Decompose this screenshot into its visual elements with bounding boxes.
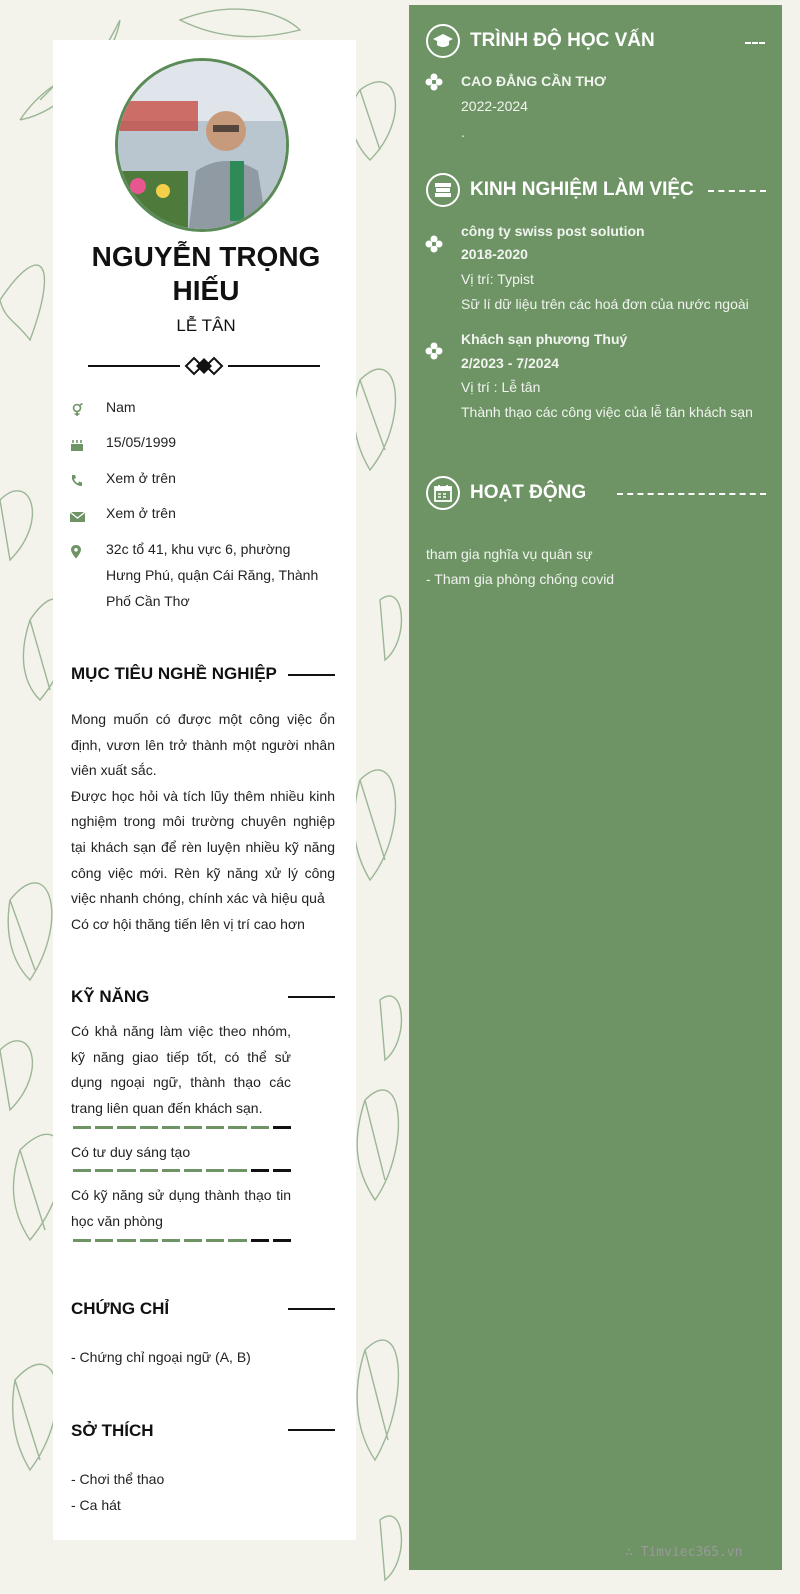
activities-heading-dashes bbox=[617, 493, 766, 495]
email-icon bbox=[70, 500, 106, 531]
job-2-position: Vị trí : Lễ tân bbox=[461, 379, 541, 395]
skill-level-dash bbox=[273, 1126, 291, 1129]
skill-level-dash bbox=[184, 1169, 202, 1172]
activity-item: - Tham gia phòng chống covid bbox=[426, 571, 615, 587]
job-1-company: công ty swiss post solution bbox=[461, 223, 645, 239]
skills-heading-line bbox=[288, 996, 335, 998]
job-2-description: Thành thạo các công việc của lễ tân khách sạn bbox=[461, 404, 753, 420]
flower-bullet-icon bbox=[424, 72, 444, 92]
activities-heading: HOẠT ĐỘNG bbox=[470, 482, 587, 503]
address-text: 32c tổ 41, khu vực 6, phường Hưng Phú, quận Cái Răng, Thành Phố Cần Thơ bbox=[106, 541, 319, 609]
objective-heading: MỤC TIÊU NGHỀ NGHIỆP bbox=[71, 664, 277, 683]
phone-text: Xem ở trên bbox=[106, 470, 176, 486]
job-1-description: Sữ lí dữ liệu trên các hoá đơn của nước ngoài bbox=[461, 296, 749, 312]
certificates-heading-line bbox=[288, 1308, 335, 1310]
skill-2-level-bar bbox=[73, 1169, 291, 1173]
education-school: CAO ĐẲNG CẦN THƠ bbox=[461, 73, 606, 89]
job-1-position: Vị trí: Typist bbox=[461, 271, 534, 287]
experience-heading: KINH NGHIỆM LÀM VIỆC bbox=[470, 179, 694, 200]
education-note: . bbox=[461, 124, 465, 140]
skill-level-dash bbox=[73, 1239, 91, 1242]
phone-icon bbox=[70, 465, 106, 496]
flower-bullet-icon bbox=[424, 234, 444, 254]
skill-3-text: Có kỹ năng sử dụng thành thạo tin học văn phòng bbox=[71, 1187, 291, 1229]
skill-level-dash bbox=[117, 1239, 135, 1242]
objective-line: Được học hỏi và tích lũy thêm nhiều kinh nghiệm trong môi trường chuyên nghiệp tại khách sạn để rèn luyện nhiều kỹ năng công việc mới. Rèn kỹ năng xử lý công việc nhanh chóng, chính xác và hiệu quả bbox=[71, 787, 335, 907]
profile-photo bbox=[115, 58, 289, 232]
skill-level-dash bbox=[251, 1126, 269, 1129]
skill-1-level-bar bbox=[73, 1126, 291, 1130]
objective-heading-line bbox=[288, 674, 335, 676]
birthday-cake-icon bbox=[70, 429, 106, 460]
skills-heading: KỸ NĂNG bbox=[71, 987, 150, 1006]
flower-bullet-icon bbox=[424, 341, 444, 361]
birthday-text: 15/05/1999 bbox=[106, 434, 177, 450]
info-email bbox=[70, 500, 326, 531]
objective-line: Có cơ hội thăng tiến lên vị trí cao hơn bbox=[71, 915, 305, 932]
skill-level-dash bbox=[206, 1126, 224, 1129]
skill-level-dash bbox=[162, 1126, 180, 1129]
hobby-item: - Chơi thể thao bbox=[71, 1471, 165, 1487]
skill-level-dash bbox=[140, 1126, 158, 1129]
hobbies-text bbox=[71, 1467, 335, 1518]
skill-level-dash bbox=[251, 1169, 269, 1172]
location-icon bbox=[70, 536, 106, 614]
skill-level-dash bbox=[184, 1239, 202, 1242]
skill-level-dash bbox=[206, 1169, 224, 1172]
education-period: 2022-2024 bbox=[461, 98, 528, 114]
activity-item: tham gia nghĩa vụ quân sự bbox=[426, 546, 593, 562]
skill-level-dash bbox=[117, 1126, 135, 1129]
skill-level-dash bbox=[228, 1126, 246, 1129]
skill-level-dash bbox=[140, 1239, 158, 1242]
info-gender bbox=[70, 394, 326, 425]
education-header bbox=[426, 24, 655, 58]
stacked-books-icon bbox=[426, 173, 460, 207]
skill-level-dash bbox=[228, 1169, 246, 1172]
job-2-company: Khách sạn phương Thuý bbox=[461, 331, 628, 347]
candidate-name: NGUYỄN TRỌNG HIẾU bbox=[91, 241, 321, 306]
gender-text: Nam bbox=[106, 399, 136, 415]
skill-1-text: Có khả năng làm việc theo nhóm, kỹ năng giao tiếp tốt, có thể sử dụng ngoại ngữ, thành thạo các trang liên quan đến khách sạn. bbox=[71, 1023, 291, 1116]
skill-level-dash bbox=[73, 1126, 91, 1129]
hobby-item: - Ca hát bbox=[71, 1496, 121, 1513]
activities-text bbox=[426, 542, 614, 592]
watermark: ∴ Timviec365.vn bbox=[625, 1545, 743, 1560]
skill-level-dash bbox=[95, 1239, 113, 1242]
hobbies-heading: SỞ THÍCH bbox=[71, 1421, 154, 1440]
skill-level-dash bbox=[228, 1239, 246, 1242]
certificates-text: - Chứng chỉ ngoại ngữ (A, B) bbox=[71, 1349, 251, 1365]
certificates-heading: CHỨNG CHỈ bbox=[71, 1299, 170, 1318]
name-divider bbox=[88, 354, 320, 378]
email-text: Xem ở trên bbox=[106, 505, 176, 521]
skill-level-dash bbox=[184, 1126, 202, 1129]
gender-icon bbox=[70, 394, 106, 425]
skill-level-dash bbox=[162, 1239, 180, 1242]
activities-header bbox=[426, 476, 586, 510]
skill-3-level-bar bbox=[73, 1239, 291, 1243]
job-title: LỄ TÂN bbox=[176, 316, 236, 335]
info-birthday bbox=[70, 429, 326, 460]
skill-level-dash bbox=[140, 1169, 158, 1172]
skill-level-dash bbox=[273, 1169, 291, 1172]
job-2-period: 2/2023 - 7/2024 bbox=[461, 355, 560, 371]
skill-level-dash bbox=[273, 1239, 291, 1242]
experience-heading-dashes bbox=[708, 190, 766, 192]
skill-level-dash bbox=[117, 1169, 135, 1172]
objective-text bbox=[71, 707, 335, 937]
skill-level-dash bbox=[95, 1126, 113, 1129]
graduation-cap-icon bbox=[426, 24, 460, 58]
education-heading: TRÌNH ĐỘ HỌC VẤN bbox=[470, 30, 655, 51]
skill-level-dash bbox=[73, 1169, 91, 1172]
job-1-period: 2018-2020 bbox=[461, 246, 528, 262]
hobbies-heading-line bbox=[288, 1429, 335, 1431]
calendar-icon bbox=[426, 476, 460, 510]
education-heading-dashes bbox=[745, 42, 765, 44]
info-phone bbox=[70, 465, 326, 496]
skill-level-dash bbox=[206, 1239, 224, 1242]
skill-2-text: Có tư duy sáng tạo bbox=[71, 1144, 191, 1160]
skill-level-dash bbox=[95, 1169, 113, 1172]
experience-header bbox=[426, 173, 694, 207]
profile-photo-image bbox=[118, 61, 289, 232]
objective-line: Mong muốn có được một công việc ổn định, vươn lên trở thành một người nhân viên xuất sắc. bbox=[71, 711, 335, 779]
skill-level-dash bbox=[251, 1239, 269, 1242]
skill-level-dash bbox=[162, 1169, 180, 1172]
info-address bbox=[70, 536, 326, 614]
